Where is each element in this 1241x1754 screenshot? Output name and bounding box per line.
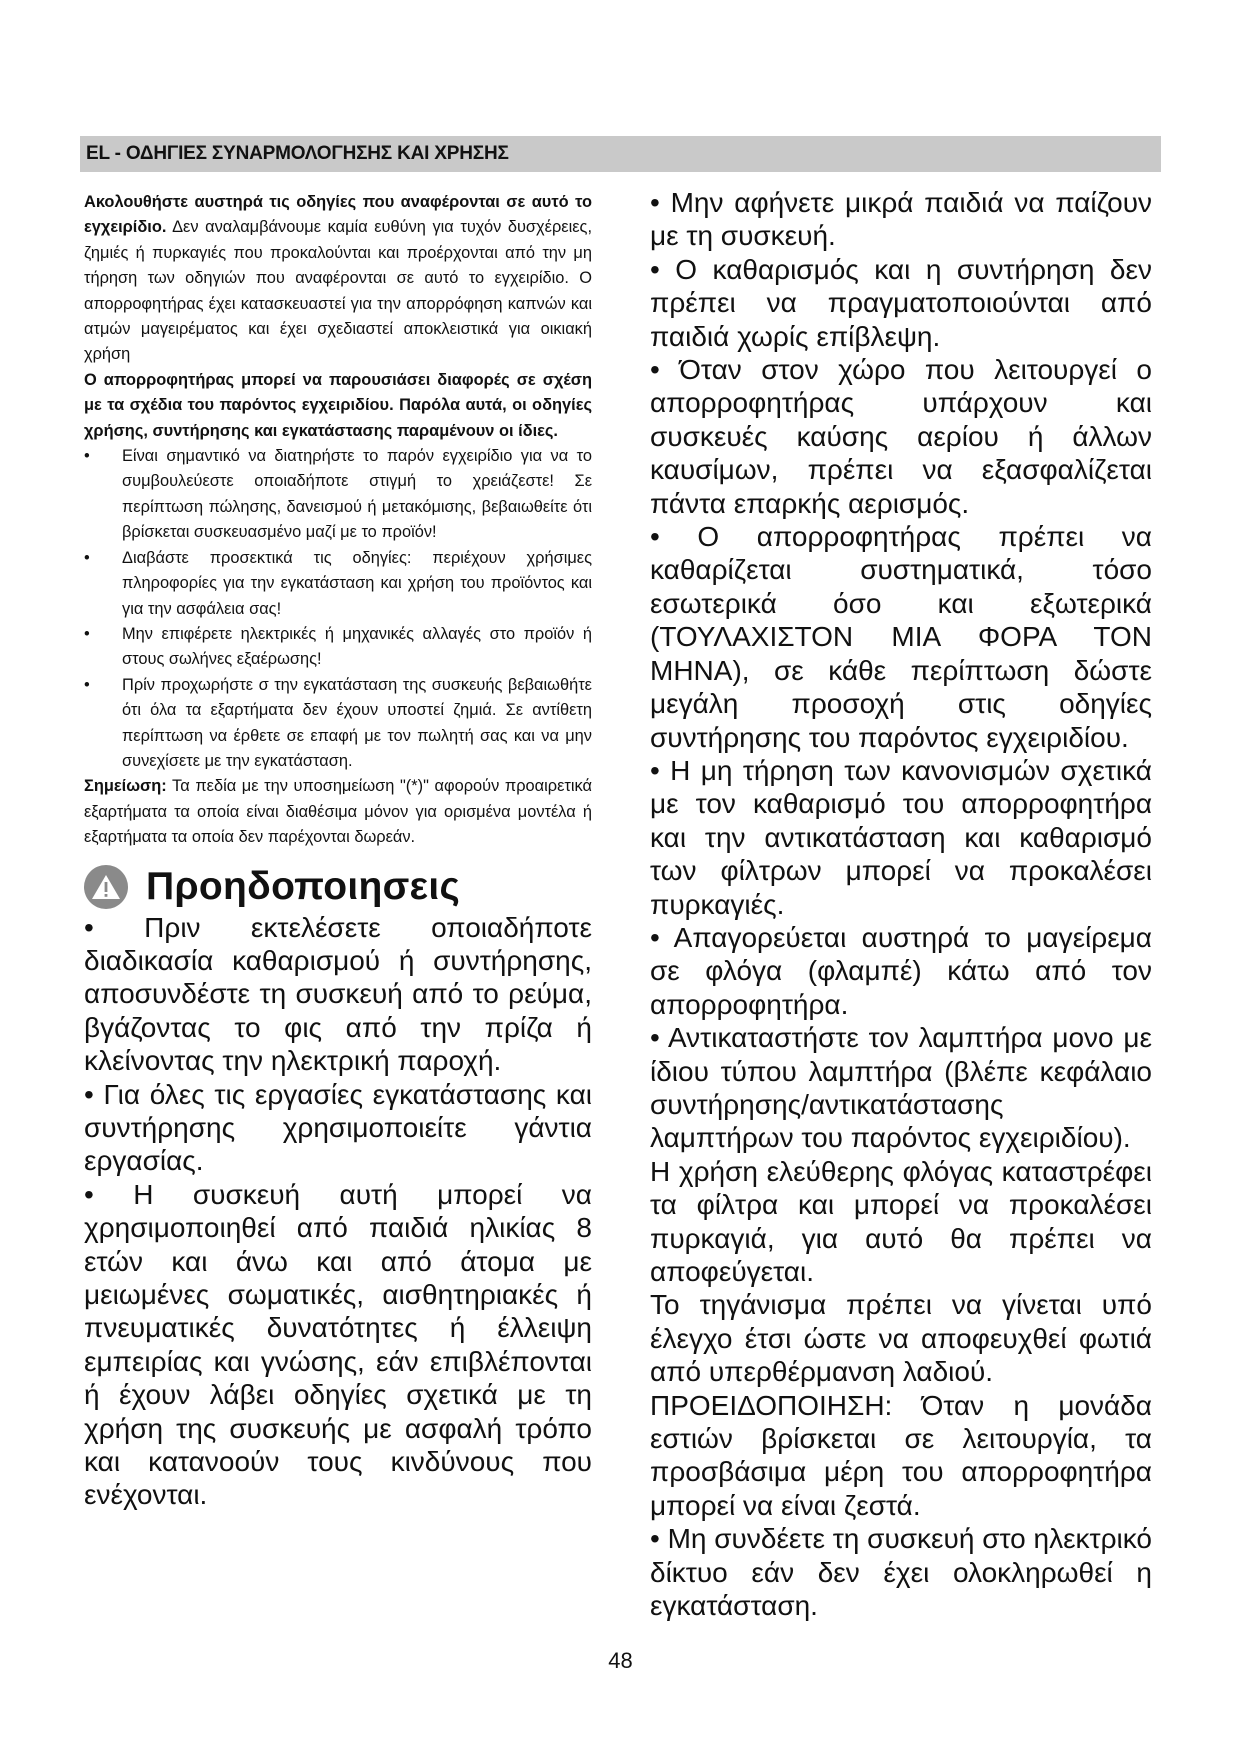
list-item-text: Είναι σημαντικό να διατηρήστε το παρόν εγχειρίδιο για να το συμβουλεύεστε οποιαδήποτε στιγμή το χρειάζεστε! Σε περίπτωση πώλησης, δανεισμού ή μετακόμισης, βεβαιωθείτε ότι βρίσκεται συσκευασμένο μαζί με το προϊόν! [122, 447, 592, 542]
intro-text-1: Δεν αναλαμβάνουμε καμία ευθύνη για τυχόν δυσχέρειες, ζημιές ή πυρκαγιές που προκαλούνται και προέρχονται από την μη τήρηση των οδηγιών που αναφέρονται σε αυτό το εγχειρίδιο. Ο απορροφητήρας έχει κατασκευαστεί για την απορρόφηση καπνών και ατμών μαγειρέματος και έχει σχεδιαστεί αποκλειστικά για οικιακή χρήση [84, 218, 592, 364]
warnings-left [84, 911, 592, 1512]
warning-paragraph: • Η συσκευή αυτή μπορεί να χρησιμοποιηθεί από παιδιά ηλικίας 8 ετών και άνω και από άτομα με μειωμένες σωματικές, αισθητηριακές ή πνευματικές δυνατότητες ή έλλειψη εμπειρίας και γνώσης, εάν επιβλέπονται ή έχουν λάβει οδηγίες σχετικά με τη χρήση της συσκευής με ασφαλή τρόπο και κατανοούν τους κινδύνους που ενέχονται. [84, 1178, 592, 1511]
section-header [80, 136, 1161, 172]
right-column [650, 186, 1152, 1622]
note-paragraph [84, 774, 592, 850]
warning-paragraph: • Ο καθαρισμός και η συντήρηση δεν πρέπει να πραγματοποιούνται από παιδιά χωρίς επίβλεψη. [650, 253, 1152, 352]
bullet-glyph: • [84, 447, 90, 466]
warning-paragraph: • Απαγορεύεται αυστηρά το μαγείρεμα σε φλόγα (φλαμπέ) κάτω από τον απορροφητήρα. [650, 921, 1152, 1020]
warning-paragraph: Το τηγάνισμα πρέπει να γίνεται υπό έλεγχο έτσι ώστε να αποφευχθεί φωτιά από υπερθέρμανση λαδιού. [650, 1289, 1152, 1388]
bullet-glyph: • [84, 548, 90, 567]
list-item [84, 444, 592, 546]
bullet-glyph: • [84, 624, 90, 643]
list-item-text: Μην επιφέρετε ηλεκτρικές ή μηχανικές αλλαγές στο προϊόν ή στους σωλήνες εξαέρωσης! [122, 624, 592, 669]
intro-section [84, 190, 592, 851]
intro-bold-2: Ο απορροφητήρας μπορεί να παρουσιάσει διαφορές σε σχέση με τα σχέδια του παρόντος εγχειριδίου. Παρόλα αυτά, οι οδηγίες χρήσης, συντήρησης και εγκατάστασης παραμένουν οι ίδιες. [84, 370, 592, 440]
intro-paragraph-2 [84, 368, 592, 444]
warnings-heading: Προηδοποιησεις [146, 864, 461, 908]
warning-paragraph: • Πριν εκτελέσετε οποιαδήποτε διαδικασία καθαρισμού ή συντήρησης, αποσυνδέστε τη συσκευή από το ρεύμα, βγάζοντας το φις από την πρίζα ή κλείνοντας την ηλεκτρική παροχή. [84, 911, 592, 1077]
list-item-text: Διαβάστε προσεκτικά τις οδηγίες: περιέχουν χρήσιμες πληροφορίες για την εγκατάσταση και χρήση του προϊόντος και για την ασφάλεια σας! [122, 548, 592, 618]
warning-paragraph: • Για όλες τις εργασίες εγκατάστασης και συντήρησης χρησιμοποιείτε γάντια εργασίας. [84, 1078, 592, 1177]
warning-paragraph: • Όταν στον χώρο που λειτουργεί ο απορροφητήρας υπάρχουν και συσκευές καύσης αερίου ή άλλων καυσίμων, πρέπει να εξασφαλίζεται πάντα επαρκής αερισμός. [650, 354, 1152, 519]
note-label: Σημείωση: [84, 777, 167, 796]
warning-paragraph: ΠΡΟΕΙΔΟΠΟΙΗΣΗ: Όταν η μονάδα εστιών βρίσκεται σε λειτουργία, τα προσβάσιμα μέρη του απορροφητήρα μπορεί να είναι ζεστά. [650, 1389, 1152, 1521]
list-item-text: Πρίν προχωρήστε σ την εγκατάσταση της συσκευής βεβαιωθήτε ότι όλα τα εξαρτήματα δεν έχουν υποστεί ζημιά. Σε αντίθετη περίπτωση να έρθετε σε επαφή με τον πωλητή σας και να μην συνεχίσετε με την εγκατάσταση. [122, 675, 592, 770]
intro-bold-1: Ακολουθήστε αυστηρά τις οδηγίες που αναφέρονται σε αυτό το εγχειρίδιο. [84, 193, 592, 237]
intro-bullet-list [84, 444, 592, 774]
intro-paragraph-1 [84, 190, 592, 368]
warning-paragraph: • Μην αφήνετε μικρά παιδιά να παίζουν με τη συσκευή. [650, 187, 1152, 252]
left-column [84, 190, 592, 1512]
section-title: EL - ΟΔΗΓΙΕΣ ΣΥΝΑΡΜΟΛΟΓΗΣΗΣ ΚΑΙ ΧΡΗΣΗΣ [86, 143, 509, 164]
list-item [84, 546, 592, 622]
warning-icon [84, 865, 128, 909]
list-item [84, 673, 592, 775]
warning-paragraph: • Ο απορροφητήρας πρέπει να καθαρίζεται συστηματικά, τόσο εσωτερικά όσο και εξωτερικά (ΤΟΥΛΑΧΙΣΤΟΝ ΜΙΑ ΦΟΡΑ ΤΟΝ ΜΗΝΑ), σε κάθε περίπτωση δώστε μεγάλη προσοχή στις οδηγίες συντήρησης του παρόντος εγχειριδίου. [650, 521, 1152, 753]
warning-paragraph: Η χρήση ελεύθερης φλόγας καταστρέφει τα φίλτρα και μπορεί να προκαλέσει πυρκαγιά, για αυτό θα πρέπει να αποφεύγεται. [650, 1155, 1152, 1287]
list-item [84, 622, 592, 673]
bullet-glyph: • [84, 675, 90, 694]
warnings-title [84, 865, 592, 909]
warning-paragraph: • Μη συνδέετε τη συσκευή στο ηλεκτρικό δίκτυο εάν δεν έχει ολοκληρωθεί η εγκατάσταση. [650, 1523, 1152, 1622]
page-number: 48 [608, 1648, 633, 1673]
note-text: Τα πεδία με την υποσημείωση "(*)" αφορούν προαιρετικά εξαρτήματα τα οποία είναι διαθέσιμα μόνον για ορισμένα μοντέλα ή εξαρτήματα τα οποία δεν παρέχονται δωρεάν. [84, 777, 592, 847]
warning-paragraph: • Η μη τήρηση των κανονισμών σχετικά με τον καθαρισμό του απορροφητήρα και την αντικατάσταση και καθαρισμό των φίλτρων μπορεί να προκαλέσει πυρκαγιές. [650, 754, 1152, 920]
warning-paragraph: • Αντικαταστήστε τον λαμπτήρα μονο με ίδιου τύπου λαμπτήρα (βλέπε κεφάλαιο συντήρησης/αντικατάστασης λαμπτήρων του παρόντος εγχειριδίου). [650, 1022, 1152, 1154]
